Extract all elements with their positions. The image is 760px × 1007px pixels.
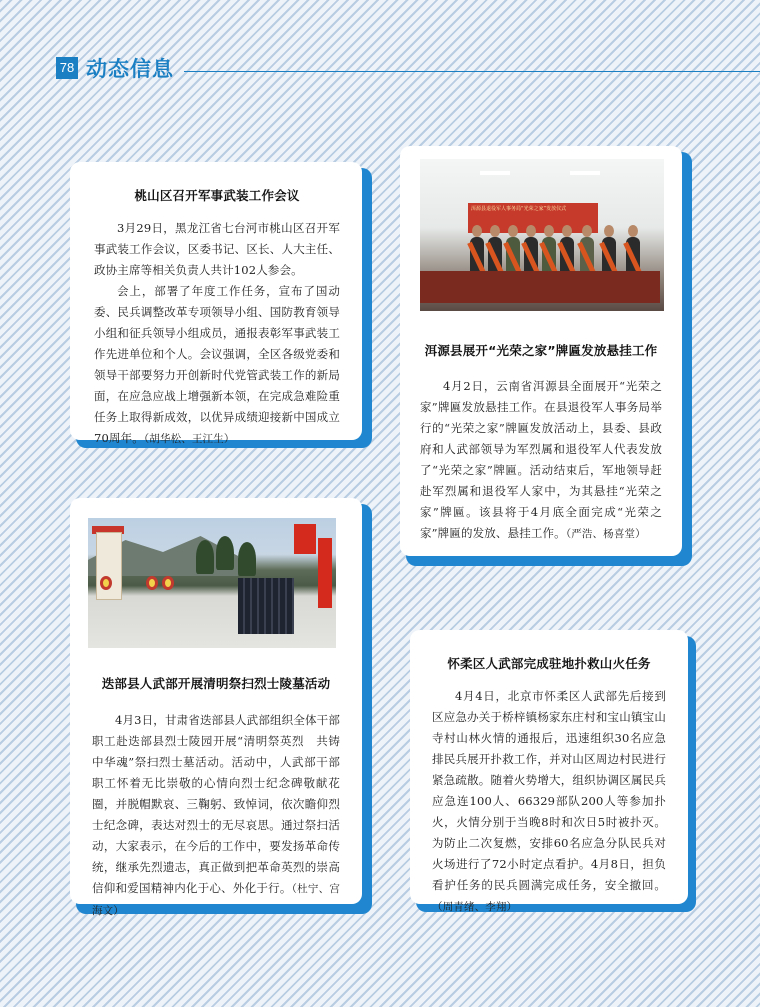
page-header — [56, 55, 760, 85]
header-rule — [184, 71, 760, 72]
ceiling-light — [570, 171, 600, 175]
memorial-ceremony-photo — [88, 518, 336, 648]
page-number: 78 — [56, 57, 78, 79]
red-flag — [294, 524, 316, 554]
article-byline: （胡华松、王江生） — [143, 433, 235, 445]
red-flag — [318, 538, 332, 608]
article-paragraph: 4月4日，北京市怀柔区人武部先后接到区应急办关于桥梓镇杨家东庄村和宝山镇宝山寺村山林火情的通报后，迅速组织30名应急排民兵展开扑救工作，并对山区周边村民进行紧急疏散。随着火势增大，组织协调区属民兵应急连100人、66329部队200人等参加扑火，火情分别于当晚8时和次日5时被扑灭。为防止二次复燃，安排60名应急分队民兵对火场进行了72小时定点看护。4月8日，担负看护任务的民兵圆满完成任务，安全撤回。（周青绪、李翔） — [432, 689, 666, 913]
article-card-taoshan — [70, 162, 362, 445]
article-byline: （严浩、杨喜堂） — [565, 528, 646, 540]
article-byline: （杜宁、宫海文） — [92, 883, 340, 917]
crowd — [238, 578, 294, 634]
article-paragraph: 4月3日，甘肃省迭部县人武部组织全体干部职工赴迭部县烈士陵园开展“清明祭英烈 共铸中华魂”祭扫烈士墓活动。活动中，人武部干部职工怀着无比崇敬的心情向烈士纪念碑敬献花圈，并脱帽默哀、三鞠躬、致悼词，依次瞻仰烈士纪念碑，表达对烈士的无尽哀思。通过祭扫活动，大家表示，在今后的工作中，要发扬革命传统，继承先烈遗志，真正做到把革命英烈的崇高信仰和爱国精神内化于心、外化于行。（杜宁、宫海文） — [92, 713, 340, 917]
ceremony-table — [420, 271, 660, 303]
ceremony-banner-text: 洱源县退役军人事务局“光荣之家”发放仪式 — [471, 206, 567, 212]
article-title: 怀柔区人武部完成驻地扑救山火任务 — [447, 656, 651, 671]
award-ceremony-photo — [420, 159, 664, 311]
article-card-diebu — [70, 498, 362, 917]
article-paragraph: 4月2日，云南省洱源县全面展开“光荣之家”牌匾发放悬挂工作。在县退役军人事务局举行的“光荣之家”牌匾发放活动上，县委、县政府和人武部领导为军烈属和退役军人代表发放了“光荣之家”牌匾。活动结束后，军地领导赶赴军烈属和退役军人家中，为其悬挂“光荣之家”牌匾。该县将于4月底全面完成“光荣之家”牌匾的发放、悬挂工作。（严浩、杨喜堂） — [420, 379, 662, 540]
article-card-huairou — [410, 630, 688, 913]
article-byline: （周青绪、李翔） — [432, 901, 518, 913]
section-title: 动态信息 — [86, 57, 174, 81]
article-title: 桃山区召开军事武装工作会议 — [134, 188, 300, 203]
article-paragraph: 3月29日，黑龙江省七台河市桃山区召开军事武装工作会议，区委书记、区长、人大主任、政协主席等相关负责人共计102人参会。 — [94, 221, 340, 277]
article-title: 迭部县人武部开展清明祭扫烈士陵墓活动 — [101, 676, 331, 691]
ceiling-light — [480, 171, 510, 175]
article-card-eryuan — [400, 146, 682, 556]
article-paragraph: 会上，部署了年度工作任务，宣布了国动委、民兵调整改革专项领导小组、国防教育领导小组和征兵领导小组成员，通报表彰军事武装工作先进单位和个人。会议强调，全区各级党委和领导干部要努力开创新时代党管武装工作的新局面，在应急应战上增强新本领，在完成急难险重任务上取得新成效，以优异成绩迎接新中国成立70周年。（胡华松、王江生） — [94, 284, 340, 445]
article-title: 洱源县展开“光荣之家”牌匾发放悬挂工作 — [424, 343, 658, 358]
memorial-monument — [96, 532, 122, 600]
